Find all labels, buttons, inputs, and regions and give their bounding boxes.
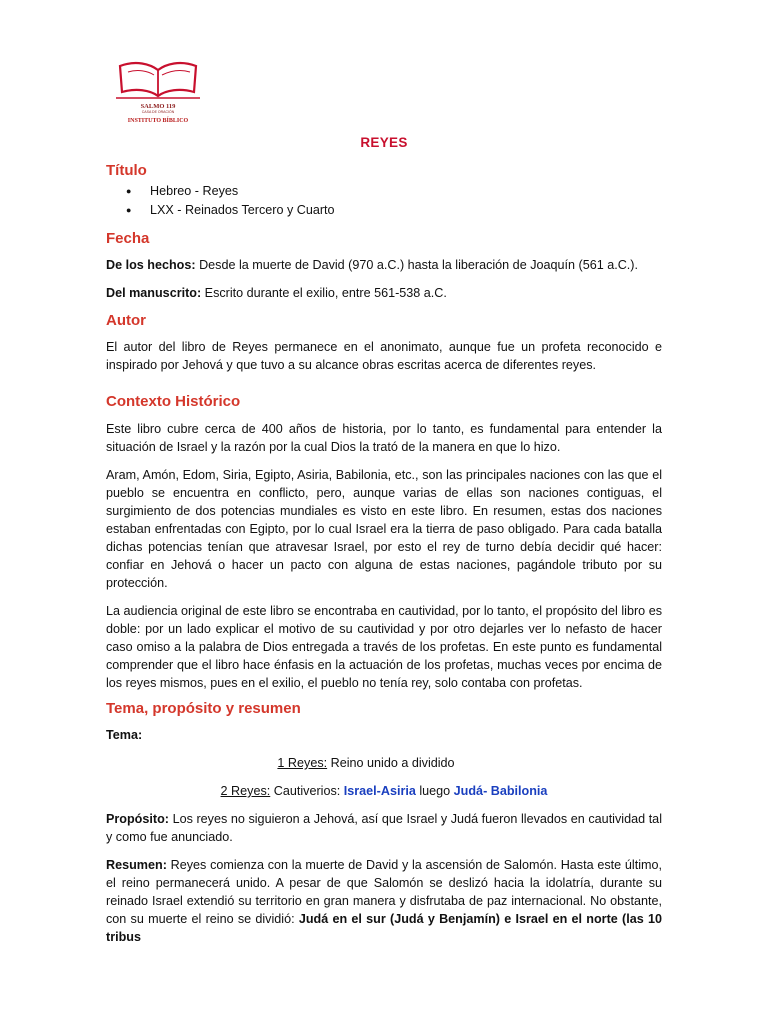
resumen-text: Reyes comienza con la muerte de David y la ascensión de Salomón. Hasta este último, el reino permanecerá unido. A pesar de que Salomón se deslizó hacia la idolatría, durante su reinado Israel extendió su territorio en gran manera y disfrutaba de paz internacional. No obstante, con su muerte el reino se dividió: bbox=[106, 858, 662, 926]
logo-line-1: SALMO 119 bbox=[140, 103, 176, 110]
heading-contexto: Contexto Histórico bbox=[106, 393, 241, 410]
resumen-paragraph bbox=[106, 856, 662, 946]
hechos-text: Desde la muerte de David (970 a.C.) hasta la liberación de Joaquín (561 a.C.). bbox=[195, 258, 639, 272]
tema-2-reyes bbox=[106, 782, 662, 800]
tema-label: Tema: bbox=[106, 728, 143, 742]
resumen-label: Resumen: bbox=[106, 858, 167, 872]
manuscrito-label: Del manuscrito: bbox=[106, 286, 202, 300]
heading-tema: Tema, propósito y resumen bbox=[106, 700, 301, 717]
israel-asiria: Israel-Asiria bbox=[343, 784, 416, 798]
list-item: ● LXX - Reinados Tercero y Cuarto bbox=[106, 201, 662, 220]
contexto-paragraph-3: La audiencia original de este libro se encontraba en cautividad, por lo tanto, el propósito del libro es doble: por un lado explicar el motivo de su cautividad y por otro dejarles ver lo nefasto de hacer caso omiso a la palabra de Dios entregada a través de los profetas. En este punto es fundamental comprender que el libro hace énfasis en la actuación de los profetas, muchas veces por encima de los reyes mismos, pues en el exilio, el pueblo no tenía rey, solo contaba con profetas. bbox=[106, 604, 662, 690]
logo-line-2: CASA DE ORACIÓN bbox=[141, 110, 175, 114]
tema-1-reyes bbox=[106, 754, 662, 772]
logo-line-3: INSTITUTO BÍBLICO bbox=[127, 118, 189, 124]
heading-titulo: Título bbox=[106, 162, 147, 179]
heading-fecha: Fecha bbox=[106, 230, 150, 247]
reyes1-label: 1 Reyes: bbox=[277, 756, 328, 770]
manuscrito-text: Escrito durante el exilio, entre 561-538 a.C. bbox=[201, 286, 447, 300]
reyes2-text: Cautiverios: bbox=[270, 784, 344, 798]
reyes2-label: 2 Reyes: bbox=[220, 784, 271, 798]
hechos-label: De los hechos: bbox=[106, 258, 196, 272]
list-item: ● Hebreo - Reyes bbox=[106, 182, 662, 201]
contexto-paragraph-1: Este libro cubre cerca de 400 años de historia, por lo tanto, es fundamental para entender la situación de Israel y la razón por la cual Dios la trató de la manera en que lo hizo. bbox=[106, 422, 662, 454]
heading-autor: Autor bbox=[106, 312, 146, 329]
luego-text: luego bbox=[415, 784, 454, 798]
fecha-manuscrito bbox=[106, 284, 662, 302]
document-title: REYES bbox=[360, 135, 408, 150]
autor-paragraph: El autor del libro de Reyes permanece en el anonimato, aunque fue un profeta reconocido e inspirado por Jehová y que tuvo a su alcance obras escritas acerca de diferentes reyes. bbox=[106, 340, 662, 372]
juda-babilonia: Judá- Babilonia bbox=[453, 784, 548, 798]
fecha-hechos bbox=[106, 256, 662, 274]
resumen-bold: Judá en el sur (Judá y Benjamín) e Israel en el norte (las 10 tribus bbox=[106, 912, 662, 944]
titulo-list bbox=[106, 182, 662, 219]
proposito-paragraph bbox=[106, 810, 662, 846]
reyes1-text: Reino unido a dividido bbox=[327, 756, 455, 770]
proposito-label: Propósito: bbox=[106, 812, 169, 826]
proposito-text: Los reyes no siguieron a Jehová, así que Israel y Judá fueron llevados en cautividad tal y como fue anunciado. bbox=[106, 812, 662, 844]
document-body bbox=[106, 134, 662, 946]
contexto-paragraph-2: Aram, Amón, Edom, Siria, Egipto, Asiria, Babilonia, etc., son las principales naciones con las que el pueblo se encuentra en conflicto, pero, aunque varias de ellas son naciones contiguas, el surgimiento de dos potencias mundiales es visto en este libro. En resumen, estas dos naciones estaban enfrentadas con Egipto, por lo cual Israel era la tierra de paso obligado. Para cada batalla dichas potencias tenían que atravesar Israel, por esto el rey de turno debía decidir qué hacer: confiar en Jehová o hacer un pacto con alguna de estas naciones, pagándole tributo por su protección. bbox=[106, 468, 662, 590]
